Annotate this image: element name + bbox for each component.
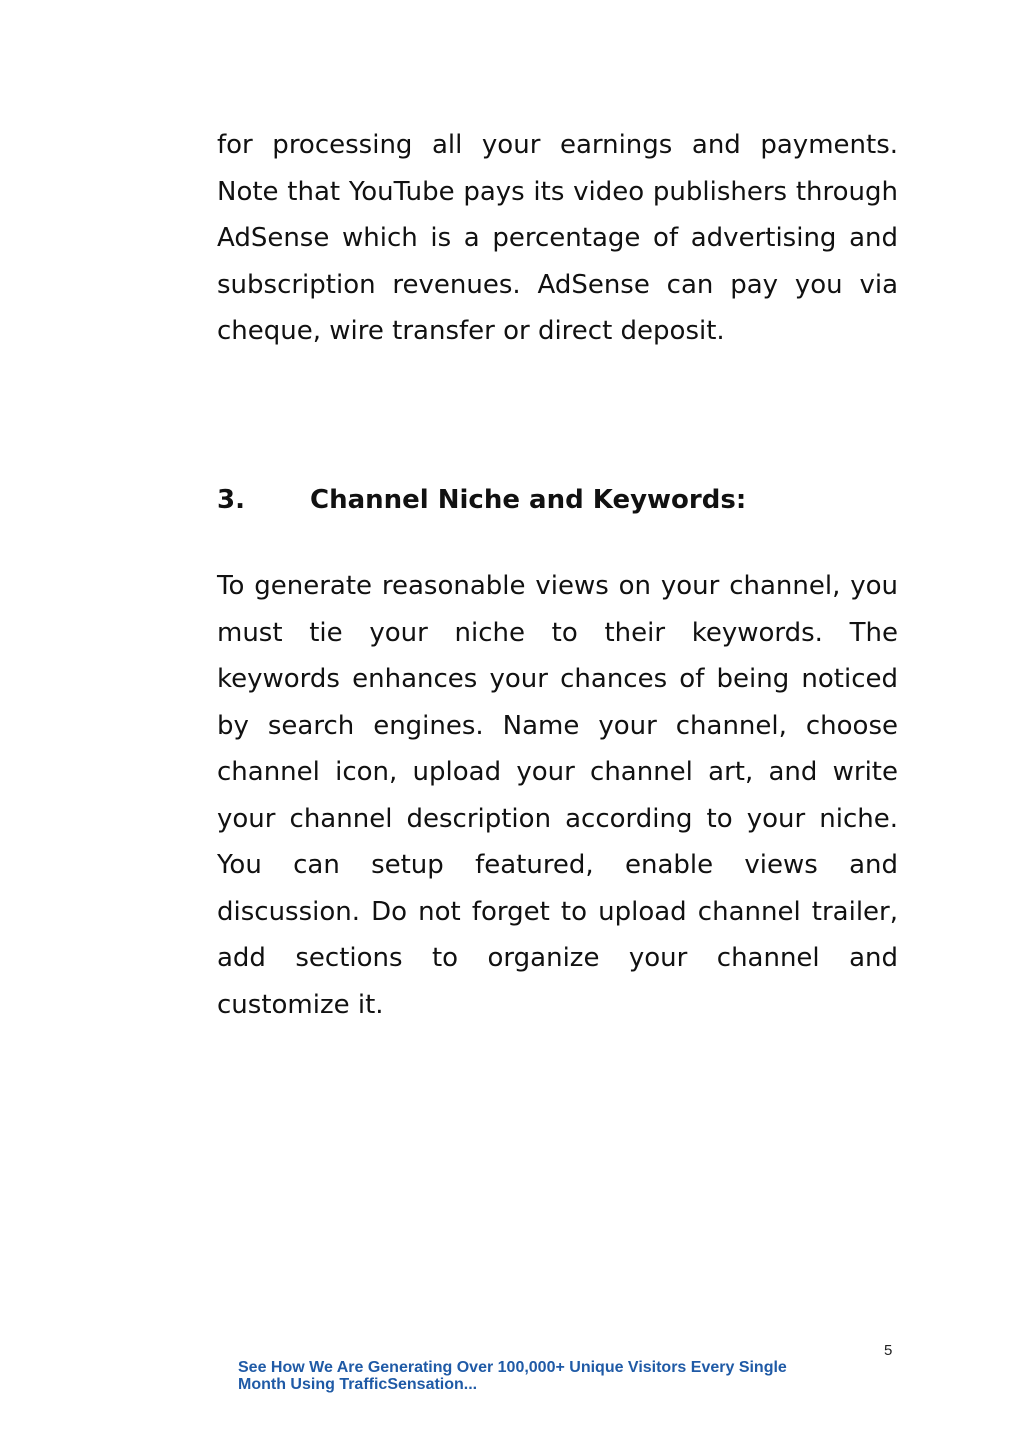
section-body-block (217, 537, 898, 1054)
promo-link-line-2: Month Using TrafficSensation... (238, 1376, 478, 1393)
section-heading (217, 478, 898, 522)
intro-paragraph: for processing all your earnings and payments. Note that YouTube pays its video publishers through AdSense which is a percentage of advertising and subscription revenues. AdSense can pay you via cheque, wire transfer or direct deposit. (217, 130, 898, 346)
section-number: 3. (217, 485, 245, 515)
section-paragraph: To generate reasonable views on your channel, you must tie your niche to their keywords. The keywords enhances your chances of being noticed by search engines. Name your channel, choose channel icon, upload your channel art, and write your channel description according to your niche. You can setup featured, enable views and discussion. Do not forget to upload channel trailer, add sections to organize your channel and customize it. (217, 571, 898, 1020)
promo-link-line-1: See How We Are Generating Over 100,000+ Unique Visitors Every Single (238, 1359, 787, 1376)
body-text-block (217, 122, 898, 355)
promo-footer-link[interactable] (238, 1359, 848, 1393)
section-title: Channel Niche and Keywords: (310, 485, 747, 515)
page-number: 5 (884, 1342, 893, 1359)
